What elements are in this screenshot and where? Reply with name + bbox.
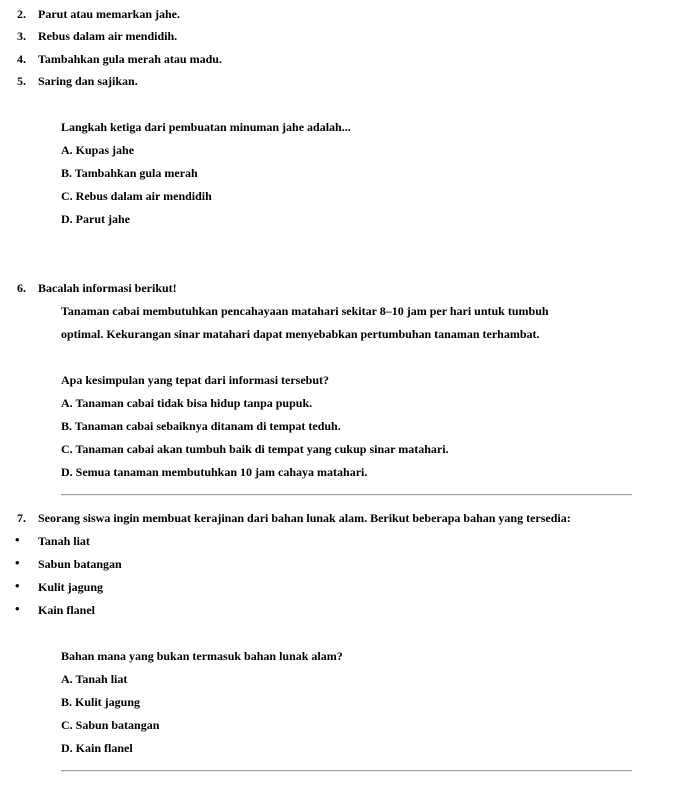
step-number: 2. [17, 7, 26, 21]
bullet-icon: • [15, 578, 20, 593]
answer-option-c[interactable]: C. Sabun batangan [61, 718, 160, 732]
question-text: Bahan mana yang bukan termasuk bahan lunak alam? [61, 649, 343, 663]
answer-option-c[interactable]: C. Rebus dalam air mendidih [61, 189, 212, 203]
answer-option-d[interactable]: D. Semua tanaman membutuhkan 10 jam cahaya matahari. [61, 465, 368, 479]
answer-option-a[interactable]: A. Kupas jahe [61, 143, 135, 157]
passage-line: optimal. Kekurangan sinar matahari dapat menyebabkan pertumbuhan tanaman terhambat. [61, 327, 540, 341]
answer-option-a[interactable]: A. Tanaman cabai tidak bisa hidup tanpa pupuk. [61, 396, 313, 410]
question-text: Langkah ketiga dari pembuatan minuman jahe adalah... [61, 120, 351, 134]
material-text: Tanah liat [38, 534, 90, 548]
step-text: Tambahkan gula merah atau madu. [38, 52, 222, 66]
step-number: 3. [17, 29, 26, 43]
answer-option-a[interactable]: A. Tanah liat [61, 672, 128, 686]
step-text: Parut atau memarkan jahe. [38, 7, 180, 21]
material-text: Kain flanel [38, 603, 96, 617]
answer-option-d[interactable]: D. Kain flanel [61, 741, 133, 755]
step-text: Rebus dalam air mendidih. [38, 29, 178, 43]
question-intro: Bacalah informasi berikut! [38, 281, 177, 295]
question-stem: Seorang siswa ingin membuat kerajinan dari bahan lunak alam. Berikut beberapa bahan yang tersedia: [38, 511, 571, 525]
bullet-icon: • [15, 532, 20, 547]
step-number: 4. [17, 52, 26, 66]
section-divider [61, 770, 632, 772]
material-text: Kulit jagung [38, 580, 104, 594]
step-text: Saring dan sajikan. [38, 74, 138, 88]
step-number: 5. [17, 74, 26, 88]
question-number: 7. [17, 511, 26, 525]
material-text: Sabun batangan [38, 557, 122, 571]
answer-option-c[interactable]: C. Tanaman cabai akan tumbuh baik di tempat yang cukup sinar matahari. [61, 442, 449, 456]
bullet-icon: • [15, 555, 20, 570]
bullet-icon: • [15, 601, 20, 616]
section-divider [61, 494, 632, 496]
question-number: 6. [17, 281, 26, 295]
passage-line: Tanaman cabai membutuhkan pencahayaan matahari sekitar 8–10 jam per hari untuk tumbuh [61, 304, 549, 318]
question-text: Apa kesimpulan yang tepat dari informasi tersebut? [61, 373, 330, 387]
answer-option-b[interactable]: B. Tanaman cabai sebaiknya ditanam di tempat teduh. [61, 419, 341, 433]
answer-option-b[interactable]: B. Tambahkan gula merah [61, 166, 198, 180]
answer-option-d[interactable]: D. Parut jahe [61, 212, 130, 226]
answer-option-b[interactable]: B. Kulit jagung [61, 695, 141, 709]
